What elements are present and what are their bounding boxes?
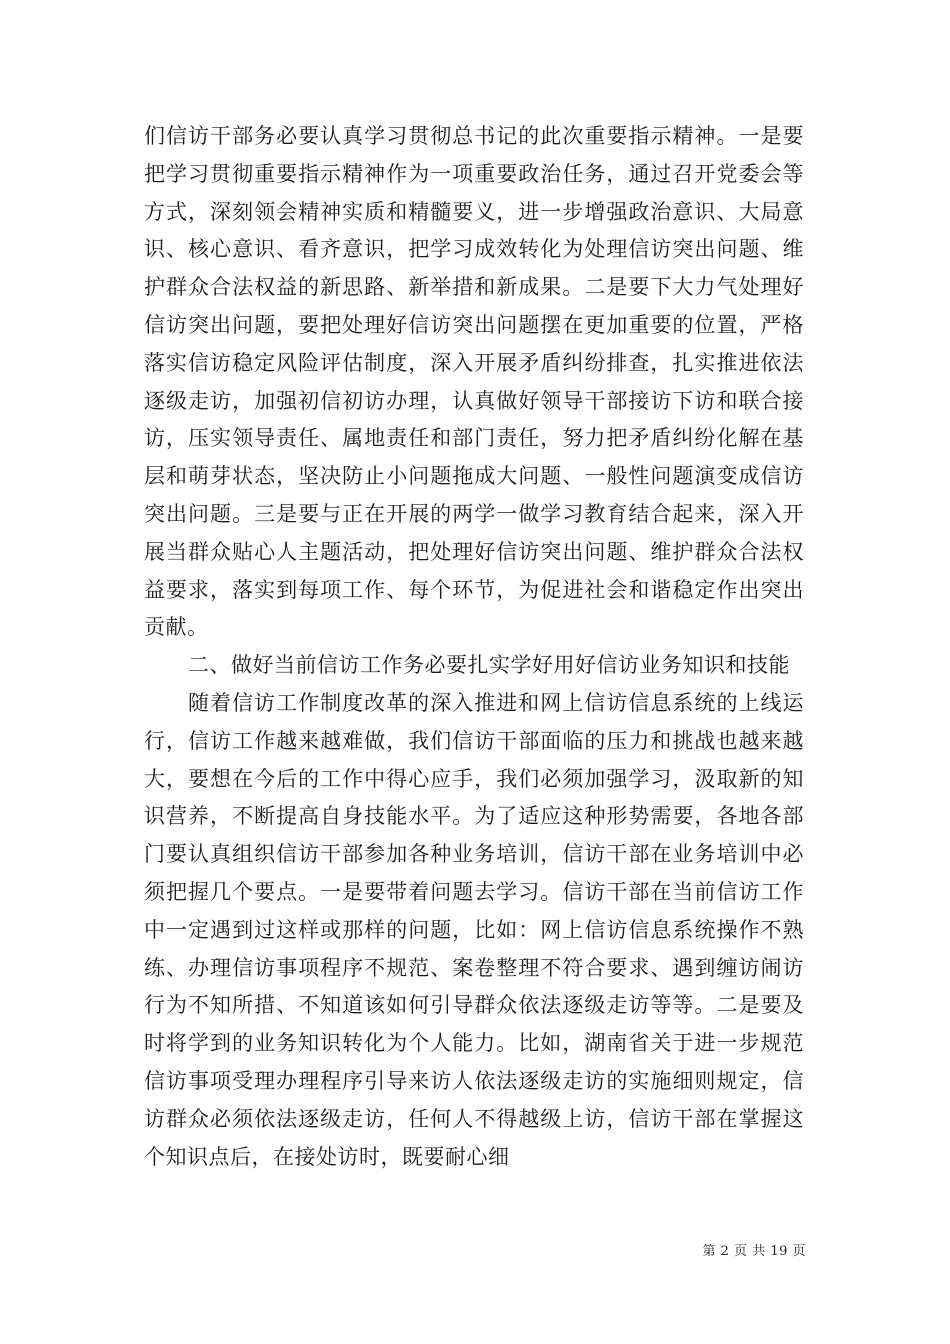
page-number-footer: 第 2 页 共 19 页: [702, 1244, 806, 1259]
document-body: [144, 118, 804, 1176]
paragraph: 随着信访工作制度改革的深入推进和网上信访信息系统的上线运行，信访工作越来越难做，我们信访干部面临的压力和挑战也越来越大，要想在今后的工作中得心应手，我们必须加强学习，汲取新的知识营养，不断提高自身技能水平。为了适应这种形势需要，各地各部门要认真组织信访干部参加各种业务培训，信访干部在业务培训中必须把握几个要点。一是要带着问题去学习。信访干部在当前信访工作中一定遇到过这样或那样的问题，比如：网上信访信息系统操作不熟练、办理信访事项程序不规范、案卷整理不符合要求、遇到缠访闹访行为不知所措、不知道该如何引导群众依法逐级走访等等。二是要及时将学到的业务知识转化为个人能力。比如，湖南省关于进一步规范信访事项受理办理程序引导来访人依法逐级走访的实施细则规定，信访群众必须依法逐级走访，任何人不得越级上访，信访干部在掌握这个知识点后，在接处访时，既要耐心细: [144, 690, 804, 1169]
paragraph-continued: 们信访干部务必要认真学习贯彻总书记的此次重要指示精神。一是要把学习贯彻重要指示精神作为一项重要政治任务，通过召开党委会等方式，深刻领会精神实质和精髓要义，进一步增强政治意识、大局意识、核心意识、看齐意识，把学习成效转化为处理信访突出问题、维护群众合法权益的新思路、新举措和新成果。二是要下大力气处理好信访突出问题，要把处理好信访突出问题摆在更加重要的位置，严格落实信访稳定风险评估制度，深入开展矛盾纠纷排查，扎实推进依法逐级走访，加强初信初访办理，认真做好领导干部接访下访和联合接访，压实领导责任、属地责任和部门责任，努力把矛盾纠纷化解在基层和萌芽状态，坚决防止小问题拖成大问题、一般性问题演变成信访突出问题。三是要与正在开展的两学一做学习教育结合起来，深入开展当群众贴心人主题活动，把处理好信访突出问题、维护群众合法权益要求，落实到每项工作、每个环节，为促进社会和谐稳定作出突出贡献。: [144, 124, 804, 640]
section-heading: 二、做好当前信访工作务必要扎实学好用好信访业务知识和技能: [188, 653, 790, 678]
